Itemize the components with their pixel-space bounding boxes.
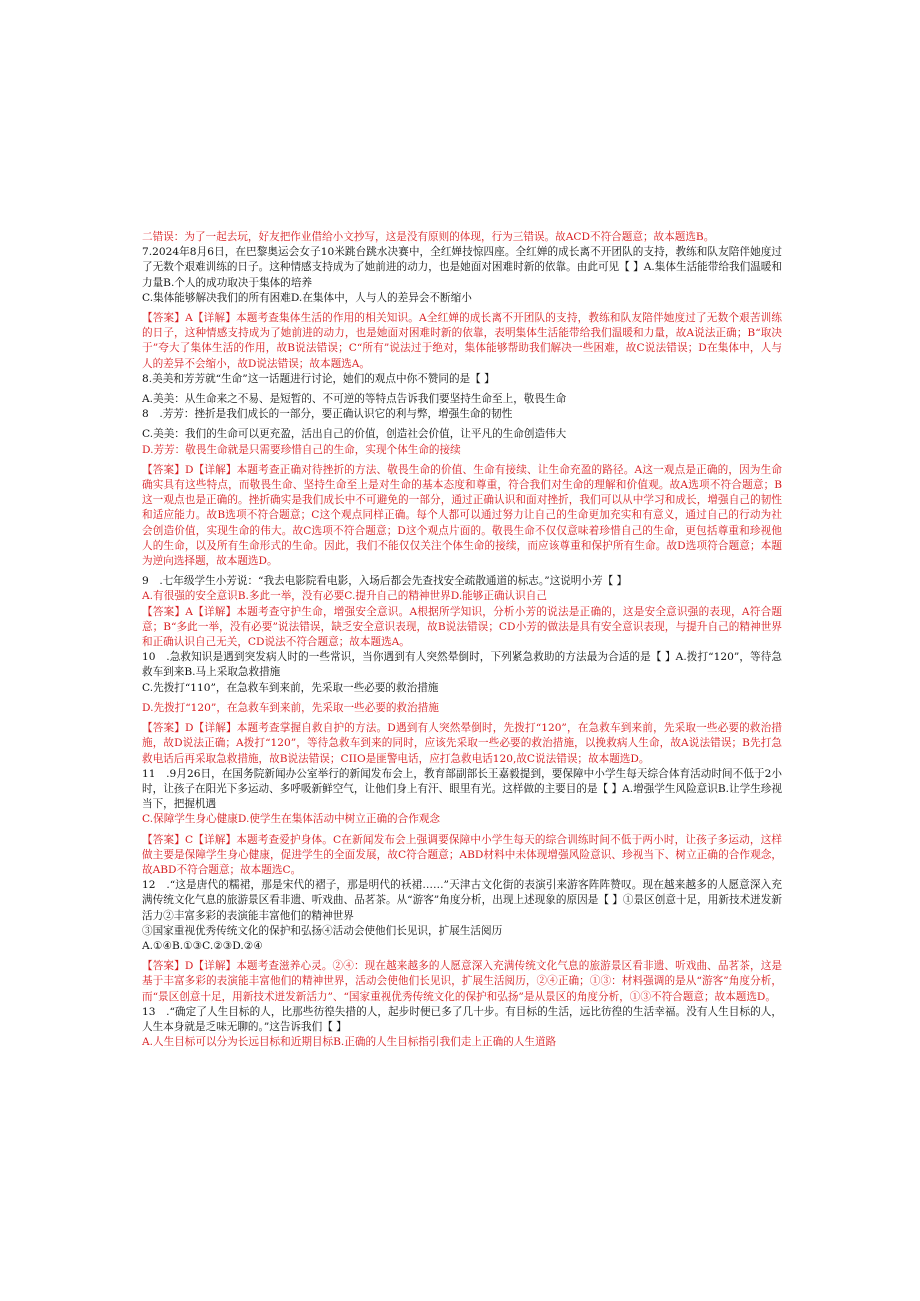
q8-option-c: C.美美：我们的生命可以更充盈，活出自己的价值，创造社会价值，让平凡的生命创造伟大 [142,428,567,441]
q13-stem: 13 .“确定了人生目标的人，比那些彷徨失措的人，起步时便已多了几十步。有目标的生活，远比彷徨的生活幸福。没有人生目标的人，人生本身就是乏味无聊的。”这告诉我们【 】 [142,1005,782,1033]
q9-stem: 9 .七年级学生小芳说：“我去电影院看电影，入场后都会先查找安全疏散通道的标志。”这说明小芳【 】 [142,575,628,588]
q7-answer: 【答案】A【详解】本题考查集体生活的作用的相关知识。A全红婵的成长离不开团队的支持，教练和队友陪伴她度过了无数个艰苦训练的日子，这种情感支持成为了她前进的动力，也是她面对困难时新的依靠，表明集体生活能带给我们温暖和力量，故A说法正确；B“取决于”夸大了集体生活的作用，故B说法错误；C“所有”说法过于绝对，集体能够帮助我们解决一些困难，故C说法错误；D在集体中，人与人的差异不会缩小，故D说法错误；故本题选A。 [142,312,782,370]
q12-options: A.①④B.①③C.②③D.②④ [142,939,263,952]
q11-stem: 11 .9月26日，在国务院新闻办公室举行的新闻发布会上，教育部副部长王嘉毅提到，要保障中小学生每天综合体育活动时间不低于2小时，让孩子在阳光下多运动、多呼吸新鲜空气，让他们身上有汗、眼里有光。这样做的主要目的是【 】A.增强学生风险意识B.让学生珍视当下，把握机遇 [142,767,782,811]
q8-stem: 8.美美和芳芳就“生命”这一话题进行讨论，她们的观点中你不赞同的是【 】 [142,372,495,385]
q7-stem: 7.2024年8月6日，在巴黎奥运会女子10米跳台跳水决赛中，全红婵技惊四座。全红婵的成长离不开团队的支持，教练和队友陪伴她度过了无数个艰难训练的日子。这种情感支持成为了她前进的动力，也是她面对困难时新的依靠。由此可见【 】A.集体生活能带给我们温暖和力量B.个人的成功取决于集体的培养 [142,246,782,289]
q12-statement-34: ③国家重视优秀传统文化的保护和弘扬④活动会使他们长见识，扩展生活阅历 [142,924,503,937]
q9-options: A.有很强的安全意识B.多此一举，没有必要C.提升自己的精神世界D.能够正确认识自己 [142,590,547,603]
q8-answer: 【答案】D【详解】本题考查正确对待挫折的方法、敬畏生命的价值、生命有接续、让生命充盈的路径。A这一观点是正确的，因为生命确实具有这些特点，而敬畏生命、坚持生命至上是对生命的基本态度和尊重，符合我们对生命的理解和价值观。故A选项不符合题意；B这一观点也是正确的。挫折确实是我们成长中不可避免的一部分，通过正确认识和面对挫折，我们可以从中学习和成长，增强自己的韧性和适应能力。故B选项不符合题意；C这个观点同样正确。每个人都可以通过努力让自己的生命更加充实和有意义，通过自己的行动为社会创造价值，实现生命的伟大。故C选项不符合题意；D这个观点片面的。敬畏生命不仅仅意味着珍惜自己的生命，更包括尊重和珍视他人的生命，以及所有生命形式的生命。因此，我们不能仅仅关注个体生命的接续，而应该尊重和保护所有生命。故D选项符合题意；本题为逆向选择题，故本题选D。 [142,463,782,568]
q13-options: A.人生目标可以分为长远目标和近期目标B.正确的人生目标指引我们走上正确的人生道路 [142,1036,557,1049]
q10-option-d: D.先拨打“120”，在急救车到来前，先采取一些必要的救治措施 [142,701,439,714]
q12-answer: 【答案】D【详解】本题考查滋养心灵。②④：现在越来越多的人愿意深入充满传统文化气息的旅游景区看非遗、听戏曲、品茗茶，这是基于丰富多彩的表演能丰富他们的精神世界，活动会使他们长见识，扩展生活阅历，②④正确；①③：材料强调的是从“游客”角度分析，而“景区创意十足，用新技术迸发新活力”、“国家重视优秀传统文化的保护和弘扬”是从景区的角度分析，①③不符合题意；故本题选D。 [142,960,782,1003]
q11-answer: 【答案】C【详解】本题考查爱护身体。C在新闻发布会上强调要保障中小学生每天的综合训练时间不低于两小时，让孩子多运动，这样做主要是保障学生身心健康，促进学生的全面发展，故C符合题意；ABD材料中未体现增强风险意识、珍视当下、树立正确的合作观念，故ABD不符合题意；故本题选C。 [142,833,782,876]
q12-stem: 12 .“这是唐代的糯裙，那是宋代的褶子，那是明代的袄裙……”天津古文化街的表演引来游客阵阵赞叹。现在越来越多的人愿意深入充满传统文化气息的旅游景区看非遗、听戏曲、品茗茶。从“游客”角度分析，出现上述现象的原因是【 】①景区创意十足，用新技术迸发新活力②丰富多彩的表演能丰富他们的精神世界 [142,879,782,922]
document-page [142,230,782,1050]
q8-option-a: A.美美：从生命来之不易、是短暂的、不可逆的等特点告诉我们要坚持生命至上，敬畏生命 [142,393,567,406]
q9-answer: 【答案】A【详解】本题考查守护生命，增强安全意识。A根据所学知识，分析小芳的说法是正确的，这是安全意识强的表现，A符合题意；B“多此一举，没有必要”说法错误，缺乏安全意识表现，故B说法错误；CD小芳的做法是具有安全意识表现，与提升自己的精神世界和正确认识自己无关，CD说法不符合题意；故本题选A。 [142,605,782,649]
q11-options: C.保障学生身心健康D.使学生在集体活动中树立正确的合作观念 [142,813,441,826]
q10-answer: 【答案】D【详解】本题考查掌握自救自护的方法。D遇到有人突然晕倒时，先拨打“120”，在急救车到来前，先采取一些必要的救治措施，故D说法正确；A拨打“120”，等待急救车到来的同时，应该先采取一些必要的救治措施，以挽救病人生命，故A说法错误；B先打急救电话后再采取急救措施，故B说法错误；CIIO是匪警电话，应打急救电话120,故C说法错误；故本题选D。 [142,722,782,765]
q8-option-b: 8 .芳芳：挫折是我们成长的一部分，要正确认识它的利与弊，增强生命的韧性 [142,408,513,421]
q7-options: C.集体能够解决我们的所有困难D.在集体中，人与人的差异会不断缩小 [142,291,472,304]
q8-option-d: D.芳芳：敬畏生命就是只需要珍惜自己的生命，实现个体生命的接续 [142,443,461,456]
q10-option-c: C.先拨打“110”，在急救车到来前，先采取一些必要的救治措施 [142,681,439,694]
q10-stem: 10 .急救知识是遇到突发病人时的一些常识，当你遇到有人突然晕倒时，下列紧急救助的方法最为合适的是【 】A.拨打“120”，等待急救车到来B.马上采取急救措施 [142,651,782,679]
q6-answer-tail: 二错误：为了一起去玩，好友把作业借给小文抄写，这是没有原则的体现，行为三错误。故ACD不符合题意；故本题选B。 [142,231,715,243]
